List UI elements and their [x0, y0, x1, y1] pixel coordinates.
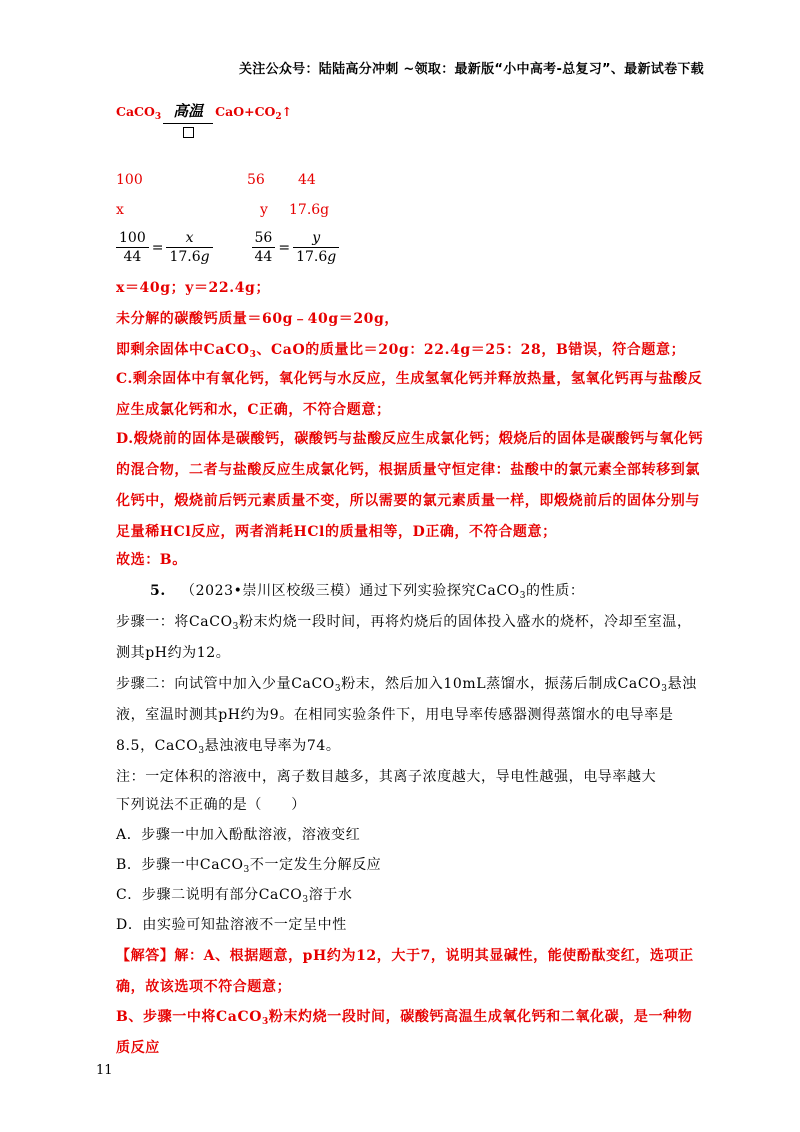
question-stem: 5. （2023•崇川区校级三模）通过下列实验探究CaCO$_3$的性质：: [150, 583, 585, 601]
fraction: $\frac{56}{44}$: [252, 229, 276, 266]
page-header: 关注公众号：陆陆高分冲刺 ~领取：最新版“小中高考-总复习”、最新试卷下载: [238, 62, 704, 77]
option-b-analysis: 即剩余固体中CaCO$_3$、CaO的质量比＝20g：22.4g＝25：28，B错误，符合题意；: [116, 342, 686, 360]
answer-label: 【解答】: [116, 948, 175, 964]
note: 注：一定体积的溶液中，离子数目越多，其离子浓度越大，导电性越强，电导率越大: [116, 769, 657, 785]
answer-choice: 故选：B。: [116, 552, 187, 568]
answer-b: B、步骤一中将CaCO$_3$粉末灼烧一段时间，碳酸钙高温生成氧化钙和二氧化碳，是一种物质反应: [116, 1009, 693, 1056]
option-c-analysis: C.剩余固体中有氧化钙，氧化钙与水反应，生成氢氧化钙并释放热量，氢氧化钙再与盐酸反应生成氯化钙和水，C正确，不符合题意；: [116, 371, 703, 418]
option-d: D．由实验可知盐溶液不一定呈中性: [116, 917, 347, 933]
question-prompt: 下列说法不正确的是（ ）: [116, 797, 306, 813]
answer-a: 【解答】解：A、根据题意，pH约为12，大于7，说明其显碱性，能使酚酞变红，选项正确，故该选项不符合题意；: [116, 948, 694, 995]
mass-row-2: x y 17.6g: [116, 202, 330, 218]
chemical-equation: CaCO$_3$ 高温 $CaO+CO_2↑$: [116, 104, 292, 141]
option-a: A．步骤一中加入酚酞溶液，溶液变红: [116, 827, 361, 843]
mass-row-1: 100 56 44: [116, 172, 316, 188]
option-b: B．步骤一中CaCO$_3$不一定发生分解反应: [116, 857, 382, 875]
solution-line-2: 未分解的碳酸钙质量＝60g﹣40g＝20g，: [116, 311, 400, 327]
reaction-condition: 高温: [163, 104, 213, 141]
option-c: C．步骤二说明有部分CaCO$_3$溶于水: [116, 887, 353, 905]
option-d-analysis: D.煅烧前的固体是碳酸钙，碳酸钙与盐酸反应生成氯化钙；煅烧后的固体是碳酸钙与氧化钙的混合物，二者与盐酸反应生成氯化钙，根据质量守恒定律：盐酸中的氯元素全部转移到氯化钙中，煅烧前后钙元素质量不变，所以需要的氯元素质量一样，即煅烧前后的固体分别与足量稀HCl反应，两者消耗HCl的质量相等，D正确，不符合题意；: [116, 431, 704, 540]
fraction: $\frac{y}{17.6g}$: [293, 229, 339, 266]
solution-line-1: x＝40g；y＝22.4g；: [116, 280, 271, 296]
fraction: $\frac{x}{17.6g}$: [166, 229, 212, 266]
proportion-equations: $\frac{100}{44}$ = $\frac{x}{17.6g}$ $\frac{56}{44}$ = $\frac{y}{17.6g}$: [116, 229, 339, 266]
fraction: $\frac{100}{44}$: [116, 229, 149, 266]
page-number: 11: [96, 1063, 113, 1078]
step-one: 步骤一：将CaCO$_3$粉末灼烧一段时间，再将灼烧后的固体投入盛水的烧杯，冷却至室温，测其pH约为12。: [116, 614, 692, 661]
step-two: 步骤二：向试管中加入少量CaCO$_3$粉末，然后加入10mL蒸馏水，振荡后制成CaCO$_3$悬浊液，室温时测其pH约为9。在相同实验条件下，用电导率传感器测得蒸馏水的电导率是8.5，CaCO$_3$悬浊液电导率为74。: [116, 676, 697, 756]
